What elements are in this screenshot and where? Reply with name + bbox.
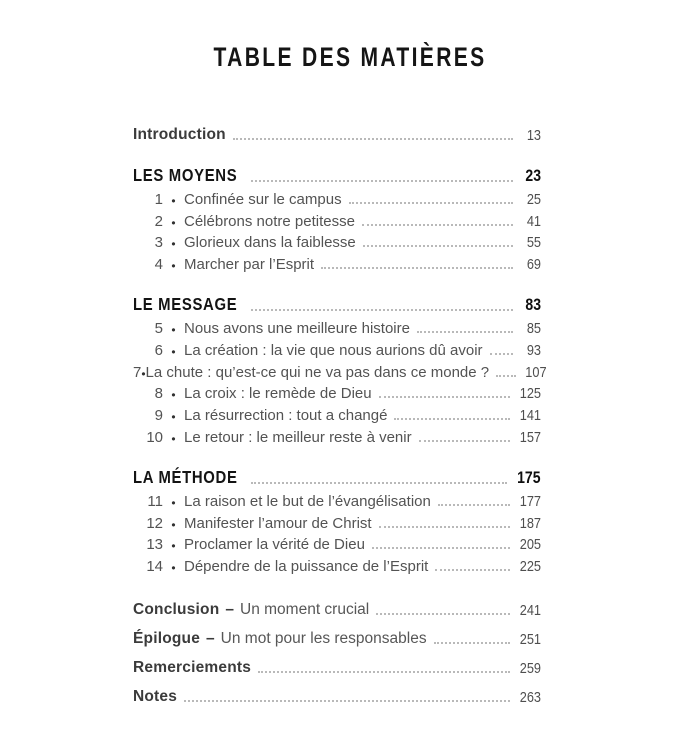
dot-leader: [379, 526, 510, 528]
title-block: [0, 42, 700, 74]
dot-leader: [438, 504, 510, 506]
page-title: TABLE DES MATIÈRES: [213, 42, 487, 72]
toc-chapter-entry: [133, 510, 541, 532]
dot-leader: [376, 613, 510, 615]
dot-leader: [417, 331, 513, 333]
toc-entry-notes: [133, 682, 541, 706]
chapter-title: Dépendre de la puissance de l’Esprit: [184, 558, 429, 576]
toc-entry-introduction: [133, 120, 541, 144]
chapter-number: 12: [146, 514, 163, 532]
entry-dash: –: [225, 601, 235, 619]
chapter-title: Marcher par l’Esprit: [184, 256, 315, 274]
dot-leader: [251, 309, 513, 311]
bullet-icon: •: [171, 495, 176, 510]
chapter-number: 13: [146, 536, 163, 554]
entry-page-number: 107: [525, 363, 547, 381]
toc-chapter-entry: [133, 337, 541, 359]
entry-page-number: 93: [526, 341, 541, 359]
bullet-icon: •: [171, 517, 176, 532]
dot-leader: [362, 224, 513, 226]
dot-leader: [233, 138, 513, 140]
entry-label: Introduction: [133, 126, 226, 143]
toc-entry-remerciements: [133, 653, 541, 677]
entry-page-number: 251: [519, 631, 541, 649]
toc-chapter-entry: [133, 424, 541, 446]
dot-leader: [184, 700, 510, 702]
chapter-title: Célébrons notre petitesse: [184, 212, 355, 230]
dot-leader: [379, 396, 510, 398]
chapter-number: 9: [154, 407, 163, 425]
entry-page-number: 241: [519, 602, 541, 620]
section-page-number: 23: [525, 167, 541, 185]
entry-subtitle: Un mot pour les responsables: [220, 630, 427, 648]
dot-leader: [349, 202, 513, 204]
toc-chapter-entry: [133, 251, 541, 273]
entry-page-number: 157: [519, 428, 541, 446]
chapter-title: Nous avons une meilleure histoire: [184, 319, 410, 337]
bullet-icon: •: [171, 388, 176, 403]
toc-chapter-entry: [133, 488, 541, 510]
toc-content: [133, 120, 547, 707]
toc-chapter-entry: [133, 208, 541, 230]
chapter-title: La raison et le but de l’évangélisation: [184, 492, 431, 510]
toc-entry-epilogue: [133, 624, 541, 648]
bullet-icon: •: [171, 410, 176, 425]
toc-section-header: [133, 291, 541, 315]
toc-sections: [133, 162, 547, 576]
chapter-number: 14: [146, 558, 163, 576]
section-label: LA MÉTHODE: [133, 466, 238, 487]
toc-section-header: [133, 162, 541, 186]
entry-page-number: 263: [519, 689, 541, 707]
bullet-icon: •: [171, 561, 176, 576]
toc-entry-conclusion: [133, 595, 541, 619]
section-chapter-list: [133, 186, 541, 273]
chapter-title: Le retour : le meilleur reste à venir: [184, 428, 412, 446]
entry-page-number: 25: [526, 190, 541, 208]
bullet-icon: •: [171, 322, 176, 337]
chapter-number: 7: [133, 363, 142, 381]
bullet-icon: •: [171, 431, 176, 446]
dot-leader: [419, 440, 510, 442]
dot-leader: [394, 418, 510, 420]
toc-chapter-entry: [133, 230, 541, 252]
chapter-number: 10: [146, 428, 163, 446]
bullet-icon: •: [171, 215, 176, 230]
chapter-title: La chute : qu’est-ce qui ne va pas dans ce monde ?: [145, 363, 490, 381]
chapter-number: 11: [147, 492, 163, 510]
chapter-number: 8: [154, 385, 163, 403]
dot-leader: [490, 353, 513, 355]
chapter-number: 2: [154, 212, 163, 230]
entry-page-number: 225: [519, 558, 541, 576]
entry-page-number: 55: [526, 234, 541, 252]
entry-subtitle: Un moment crucial: [240, 601, 370, 619]
toc-chapter-entry: [133, 186, 541, 208]
bullet-icon: •: [171, 237, 176, 252]
section-page-number: 83: [525, 296, 541, 315]
chapter-number: 6: [154, 341, 163, 359]
toc-section: [133, 162, 541, 273]
entry-page-number: 187: [519, 514, 541, 532]
toc-chapter-entry: [133, 553, 541, 575]
bullet-icon: •: [171, 259, 176, 274]
chapter-number: 5: [154, 319, 163, 337]
chapter-title: Proclamer la vérité de Dieu: [184, 536, 365, 554]
dot-leader: [363, 245, 513, 247]
chapter-number: 3: [154, 234, 163, 252]
toc-chapter-entry: [133, 359, 547, 381]
chapter-title: Manifester l’amour de Christ: [184, 514, 372, 532]
section-label: LES MOYENS: [133, 165, 238, 185]
bullet-icon: •: [141, 366, 146, 381]
dot-leader: [372, 547, 510, 549]
dot-leader: [258, 671, 510, 673]
toc-section: [133, 291, 547, 446]
bullet-icon: •: [171, 539, 176, 554]
chapter-title: La croix : le remède de Dieu: [184, 385, 372, 403]
toc-outro-entries: [133, 595, 541, 706]
chapter-title: Glorieux dans la faiblesse: [184, 234, 356, 252]
section-chapter-list: [133, 315, 547, 446]
chapter-title: La création : la vie que nous aurions dû avoir: [184, 341, 483, 359]
bullet-icon: •: [171, 344, 176, 359]
entry-page-number: 205: [519, 536, 541, 554]
toc-chapter-entry: [133, 402, 541, 424]
chapter-number: 1: [154, 190, 163, 208]
dot-leader: [251, 180, 513, 182]
toc-chapter-entry: [133, 315, 541, 337]
chapter-number: 4: [154, 256, 163, 274]
entry-label: Conclusion: [133, 601, 220, 619]
bullet-icon: •: [171, 193, 176, 208]
toc-chapter-entry: [133, 532, 541, 554]
entry-dash: –: [206, 630, 215, 648]
dot-leader: [434, 642, 510, 644]
entry-label: Notes: [133, 688, 178, 706]
chapter-title: La résurrection : tout a changé: [184, 407, 388, 425]
entry-page-number: 13: [526, 127, 541, 144]
entry-label: Épilogue: [133, 630, 201, 648]
entry-page-number: 41: [526, 212, 541, 230]
section-page-number: 175: [517, 468, 541, 487]
section-chapter-list: [133, 488, 541, 575]
entry-page-number: 259: [519, 660, 541, 678]
chapter-title: Confinée sur le campus: [184, 190, 342, 208]
dot-leader: [321, 267, 513, 269]
toc-section: [133, 464, 541, 575]
entry-page-number: 85: [526, 319, 541, 337]
entry-page-number: 141: [519, 407, 541, 425]
section-label: LE MESSAGE: [133, 294, 238, 315]
toc-chapter-entry: [133, 381, 541, 403]
dot-leader: [496, 375, 516, 377]
dot-leader: [435, 569, 510, 571]
toc-section-header: [133, 464, 541, 488]
entry-page-number: 125: [519, 385, 541, 403]
dot-leader: [251, 482, 507, 484]
entry-page-number: 69: [526, 256, 541, 274]
entry-page-number: 177: [519, 492, 541, 510]
entry-label: Remerciements: [133, 659, 252, 677]
